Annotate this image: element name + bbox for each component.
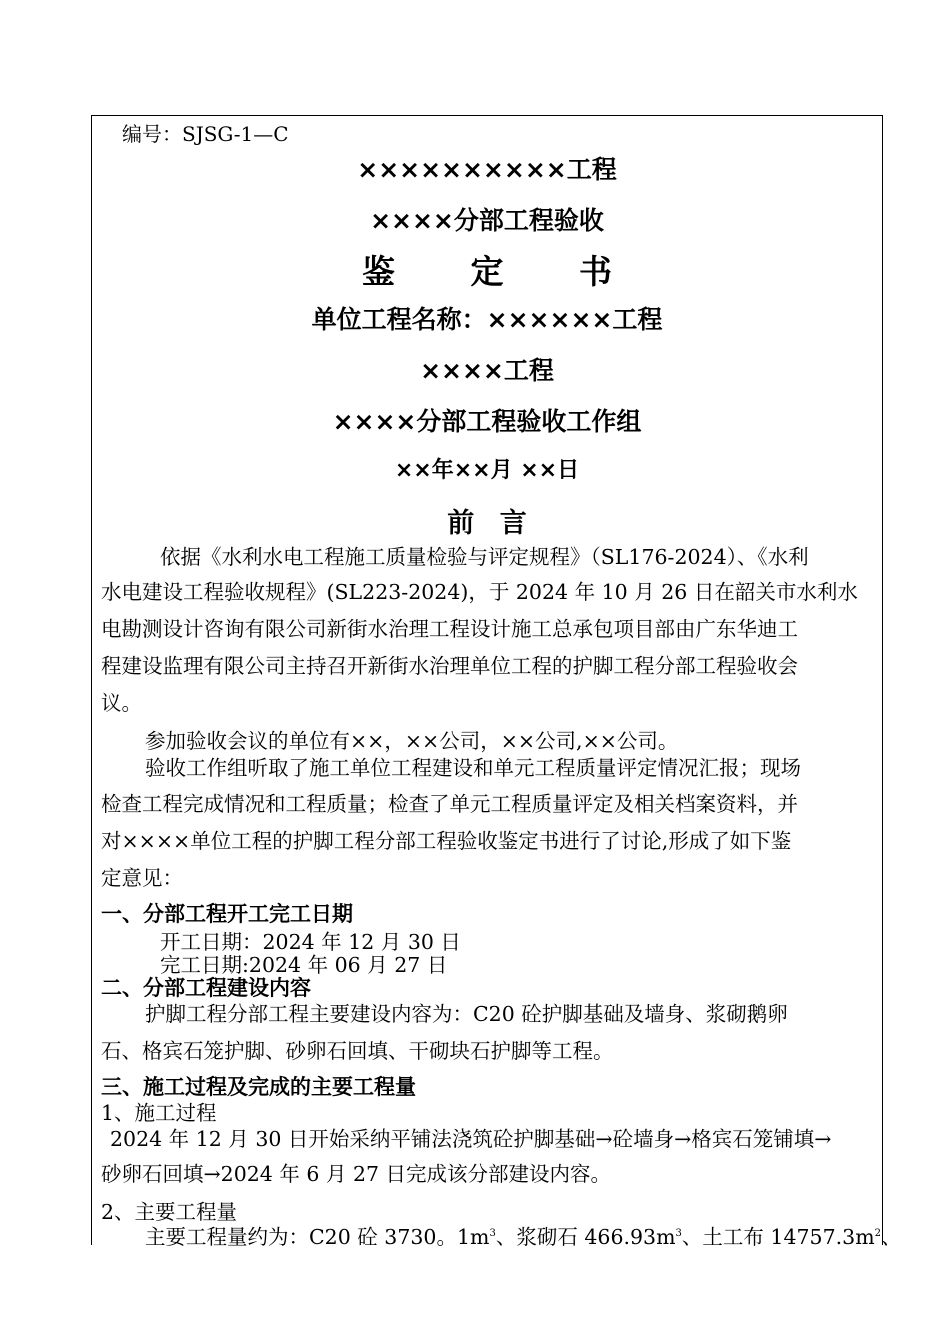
document-type-title: 鉴 定 书: [362, 252, 644, 291]
work-group-paragraph-line: 检查工程完成情况和工程质量；检查了单元工程质量评定及相关档案资料，并: [101, 792, 798, 816]
end-date: 完工日期:2024 年 06 月 27 日: [160, 953, 448, 977]
preface-paragraph-line: 水电建设工程验收规程》(SL223-2024)，于 2024 年 10 月 26 日在韶关市水利水: [101, 580, 858, 604]
quantities-text: 、: [881, 1225, 902, 1249]
unit-exponent: 3: [675, 1228, 682, 1239]
preface-paragraph-line: 依据《水利水电工程施工质量检验与评定规程》（SL176-2024）、《水利: [160, 545, 809, 569]
unit-exponent: 3: [489, 1228, 496, 1239]
construction-content-line: 石、格宾石笼护脚、砂卵石回填、干砌块石护脚等工程。: [101, 1039, 614, 1063]
subproject-acceptance-title: ××××分部工程验收: [370, 206, 604, 235]
document-date: ××年××月 ××日: [394, 458, 580, 483]
quantities-text: 主要工程量约为：C20 砼 3730。1m: [145, 1225, 490, 1249]
section-heading: 三、施工过程及完成的主要工程量: [101, 1075, 416, 1099]
start-date: 开工日期：2024 年 12 月 30 日: [160, 930, 461, 954]
quantities-line: [145, 1220, 902, 1250]
work-group-paragraph-line: 对××××单位工程的护脚工程分部工程验收鉴定书进行了讨论,形成了如下鉴: [101, 829, 792, 853]
unit-project-name: 单位工程名称：××××××工程: [311, 305, 663, 334]
preface-paragraph-line: 电勘测设计咨询有限公司新街水治理工程设计施工总承包项目部由广东华迪工: [101, 617, 798, 641]
work-group-paragraph-line: 验收工作组听取了施工单位工程建设和单元工程质量评定情况汇报；现场: [145, 756, 801, 780]
quantities-text: 、浆砌石 466.93m: [495, 1225, 676, 1249]
work-group-paragraph-line: 定意见：: [101, 866, 183, 890]
preface-heading: 前 言: [447, 508, 535, 539]
quantities-text: 、土工布 14757.3m: [681, 1225, 875, 1249]
preface-paragraph-line: 议。: [101, 691, 142, 715]
document-code: 编号：SJSG-1—C: [122, 122, 289, 146]
construction-process-line: 砂卵石回填→2024 年 6 月 27 日完成该分部建设内容。: [101, 1162, 612, 1186]
work-group: ××××分部工程验收工作组: [332, 407, 642, 436]
unit-project: ××××工程: [420, 356, 554, 385]
participants-paragraph: 参加验收会议的单位有××，××公司，××公司,××公司。: [145, 729, 679, 753]
preface-paragraph-line: 程建设监理有限公司主持召开新街水治理单位工程的护脚工程分部工程验收会: [101, 654, 798, 678]
section-heading: 一、分部工程开工完工日期: [101, 902, 353, 926]
subsection-heading: 1、施工过程: [101, 1101, 217, 1125]
section-heading: 二、分部工程建设内容: [101, 976, 311, 1000]
construction-process-line: 2024 年 12 月 30 日开始采纳平铺法浇筑砼护脚基础→砼墙身→格宾石笼铺填→: [110, 1127, 832, 1151]
subsection-heading: 2、主要工程量: [101, 1200, 238, 1224]
project-title: ××××××××××工程: [357, 155, 617, 184]
unit-exponent: 2: [874, 1228, 882, 1239]
construction-content-line: 护脚工程分部工程主要建设内容为：C20 砼护脚基础及墙身、浆砌鹅卵: [145, 1002, 788, 1026]
